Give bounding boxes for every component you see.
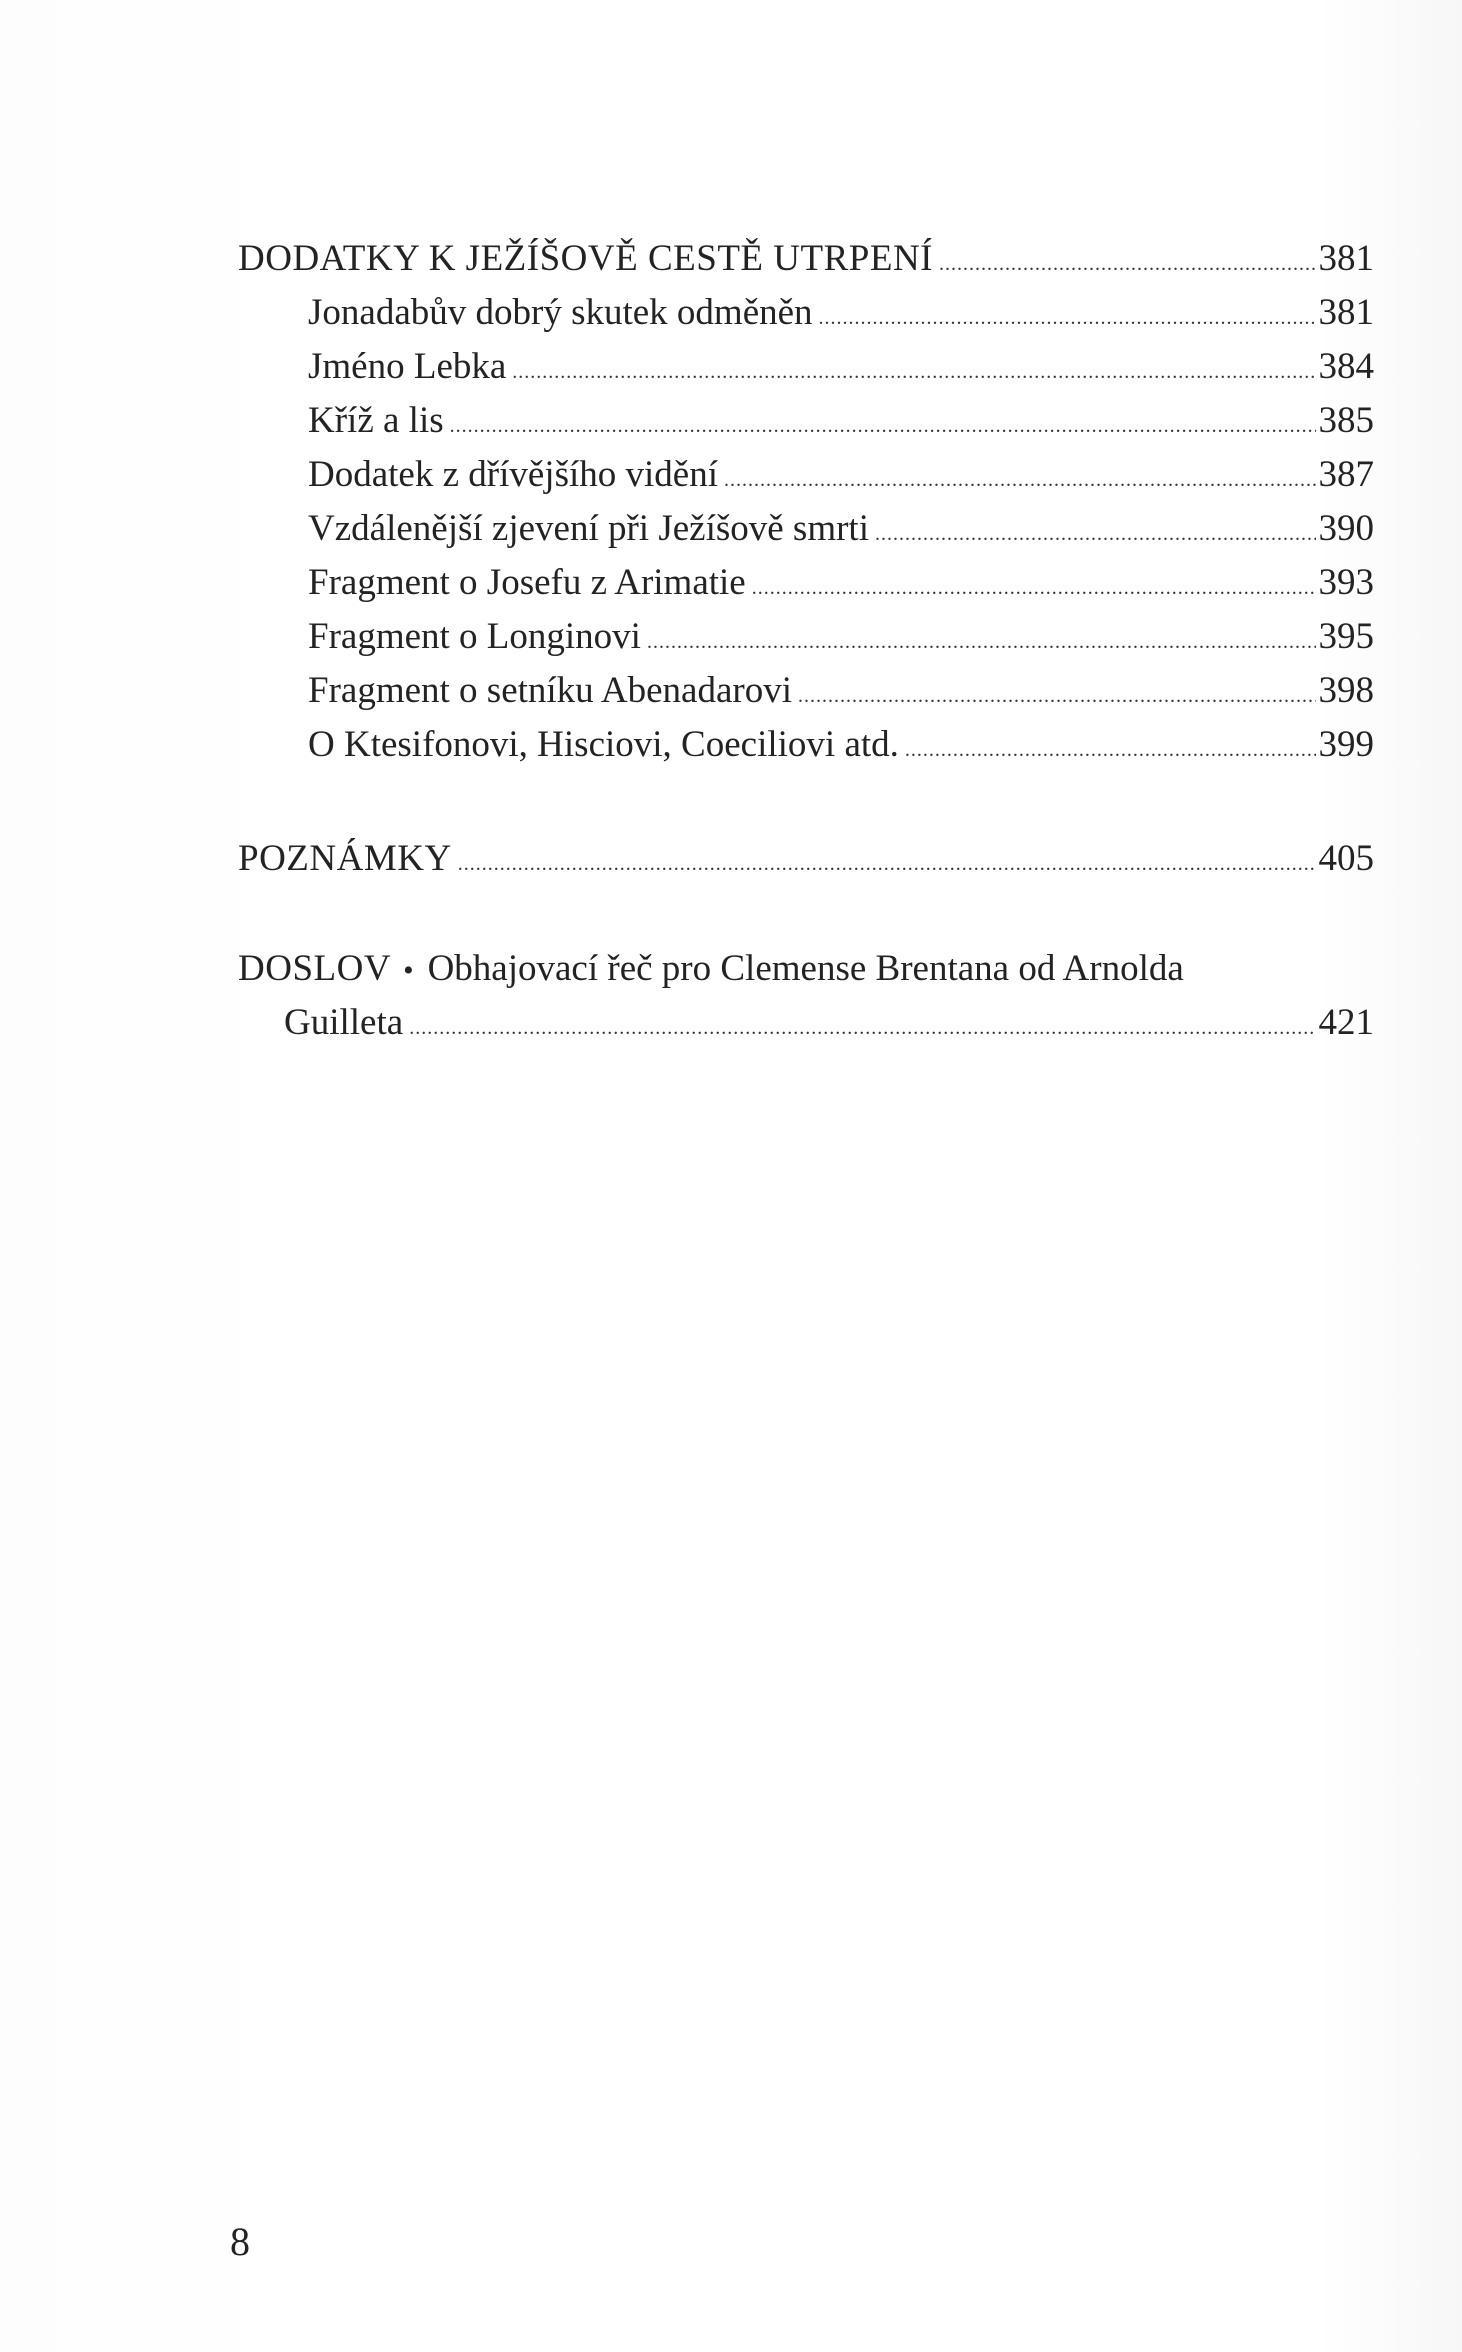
toc-page-number: 398: [1318, 670, 1374, 711]
toc-page-number: 395: [1318, 616, 1374, 657]
toc-entry[interactable]: [238, 610, 1374, 664]
section-spacer: [238, 886, 1374, 942]
toc-page-number: 385: [1318, 400, 1374, 441]
toc-page-number: 384: [1318, 346, 1374, 387]
dot-leader: [905, 723, 1316, 777]
bullet-separator: •: [403, 954, 414, 987]
toc-entry-title: Kříž a lis: [308, 400, 444, 441]
toc-page-number: 381: [1318, 238, 1374, 279]
toc-entry[interactable]: [238, 340, 1374, 394]
toc-page-number: 390: [1318, 508, 1374, 549]
toc-entry-title: Jméno Lebka: [308, 346, 507, 387]
dot-leader: [647, 615, 1316, 669]
toc-entry-title: Vzdálenější zjevení při Ježíšově smrti: [308, 508, 869, 549]
dot-leader: [724, 453, 1316, 507]
toc-page-number: 405: [1318, 838, 1374, 879]
toc-entry-title: DOSLOV: [238, 948, 392, 989]
toc-page-number: 393: [1318, 562, 1374, 603]
toc-entry[interactable]: [238, 664, 1374, 718]
toc-entry-subtitle: Guilleta: [284, 1002, 404, 1043]
table-of-contents: [238, 232, 1374, 1050]
dot-leader: [450, 399, 1316, 453]
toc-page-number: 399: [1318, 724, 1374, 765]
toc-entry[interactable]: [238, 718, 1374, 772]
page-number-footer: 8: [230, 2219, 250, 2264]
dot-leader: [458, 837, 1316, 891]
dot-leader: [752, 561, 1316, 615]
dot-leader: [512, 345, 1315, 399]
toc-page-number: 421: [1318, 1002, 1374, 1043]
section-spacer: [238, 772, 1374, 832]
toc-entry[interactable]: [238, 286, 1374, 340]
toc-entry-title: Fragment o setníku Abenadarovi: [308, 670, 792, 711]
toc-page-number: 381: [1318, 292, 1374, 333]
toc-entry-title: Fragment o Longinovi: [308, 616, 641, 657]
toc-page-number: 387: [1318, 454, 1374, 495]
toc-entry[interactable]: [238, 394, 1374, 448]
toc-entry[interactable]: [238, 448, 1374, 502]
toc-entry-title: POZNÁMKY: [238, 838, 452, 879]
toc-entry-title: O Ktesifonovi, Hisciovi, Coeciliovi atd.: [308, 724, 899, 765]
toc-entry-title: DODATKY K JEŽÍŠOVĚ CESTĚ UTRPENÍ: [238, 238, 933, 279]
toc-entry[interactable]: [238, 502, 1374, 556]
toc-entry-title: Jonadabův dobrý skutek odměněn: [308, 292, 813, 333]
dot-leader: [409, 1001, 1315, 1055]
toc-entry-title: Fragment o Josefu z Arimatie: [308, 562, 746, 603]
toc-entry[interactable]: [238, 556, 1374, 610]
dot-leader: [798, 669, 1316, 723]
toc-section-heading[interactable]: [238, 832, 1374, 886]
toc-entry-title: Dodatek z dřívějšího vidění: [308, 454, 718, 495]
dot-leader: [875, 507, 1316, 561]
dot-leader: [819, 291, 1316, 345]
dot-leader: [939, 237, 1316, 291]
toc-entry-continuation[interactable]: [238, 996, 1374, 1050]
toc-section-heading[interactable]: [238, 942, 1374, 996]
toc-section-heading[interactable]: [238, 232, 1374, 286]
toc-entry-subtitle: Obhajovací řeč pro Clemense Brentana od Arnolda: [427, 948, 1184, 989]
